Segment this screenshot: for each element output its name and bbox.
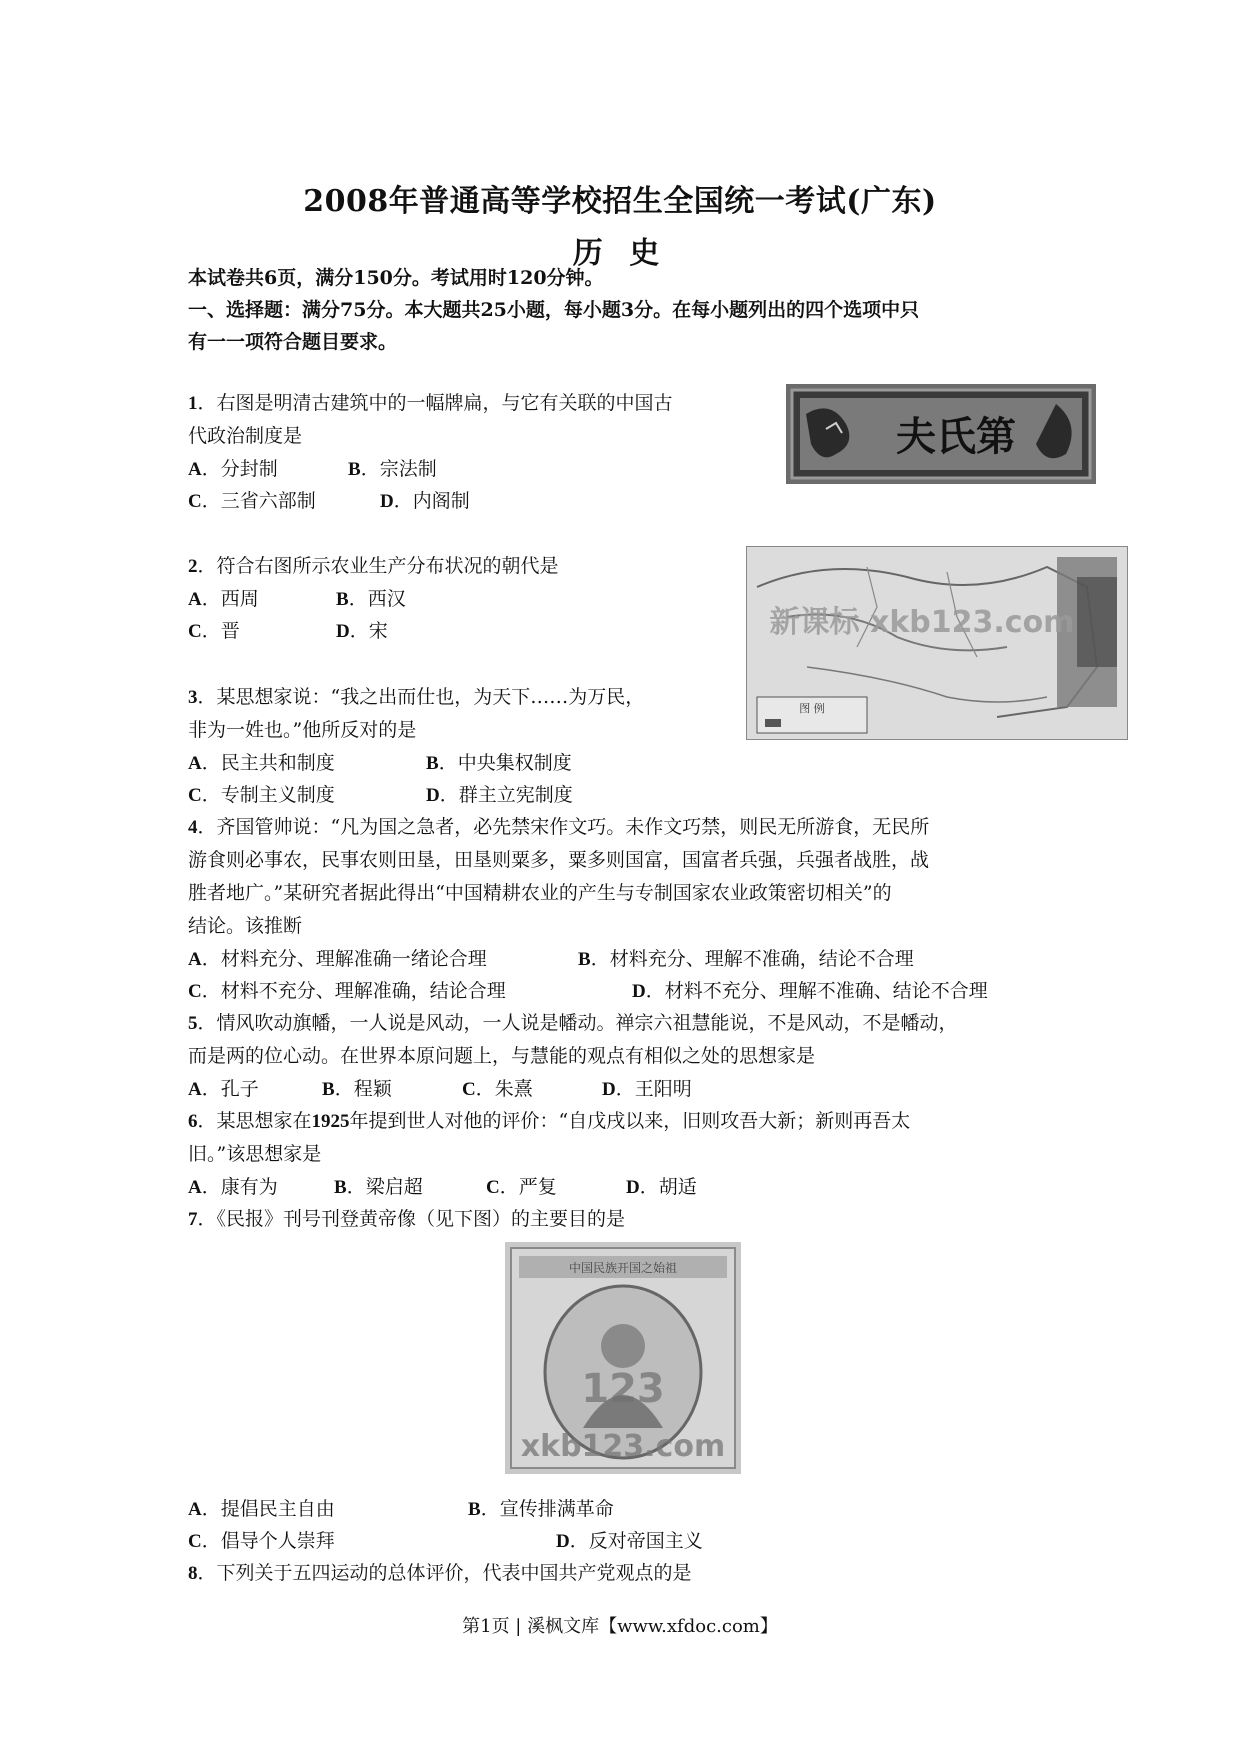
section-heading: 一、选择题：满分75分。本大题共25小题，每小题3分。在每小题列出的四个选项中只 <box>188 299 920 321</box>
subject-heading: 历 史 <box>572 236 668 271</box>
page-title: 2008年普通高等学校招生全国统一考试(广东) <box>303 184 937 219</box>
q5-option-b: B．程颖 <box>322 1078 392 1100</box>
question-8: 8．下列关于五四运动的总体评价，代表中国共产党观点的是 <box>188 1562 692 1584</box>
question-4-cont-1: 游食则必事农，民事农则田垦，田垦则粟多，粟多则国富，国富者兵强，兵强者战胜，战 <box>188 849 930 871</box>
emperor-head <box>601 1324 645 1368</box>
q4-option-c: C．材料不充分、理解准确，结论合理 <box>188 980 506 1002</box>
q4-option-b: B．材料充分、理解不准确，结论不合理 <box>578 948 914 970</box>
plaque-svg <box>786 384 1096 484</box>
q5-option-c: C．朱熹 <box>462 1078 533 1100</box>
question-7: 7．《民报》刊号刊登黄帝像（见下图）的主要目的是 <box>188 1208 626 1230</box>
question-1: 1．右图是明清古建筑中的一幅牌扁，与它有关联的中国古 <box>188 392 673 414</box>
q3-option-b: B．中央集权制度 <box>426 752 572 774</box>
question-6-cont: 旧。”该思想家是 <box>188 1143 322 1165</box>
q2-option-d: D．宋 <box>336 620 388 642</box>
q3-option-a: A．民主共和制度 <box>188 752 335 774</box>
question-4-cont-3: 结论。该推断 <box>188 915 303 937</box>
map-svg <box>747 547 1127 739</box>
q6-option-d: D．胡适 <box>626 1176 697 1198</box>
exam-info: 本试卷共6页，满分150分。考试用时120分钟。 <box>188 267 604 289</box>
map-image <box>746 546 1128 740</box>
q6-option-b: B．梁启超 <box>334 1176 423 1198</box>
q2-option-c: C．晋 <box>188 620 240 642</box>
q7-option-d: D．反对帝国主义 <box>556 1530 703 1552</box>
q3-option-d: D．群主立宪制度 <box>426 784 573 806</box>
plaque-image <box>786 384 1096 484</box>
q6-option-c: C．严复 <box>486 1176 557 1198</box>
question-4-cont-2: 胜者地广。”某研究者据此得出“中国精耕农业的产生与专制国家农业政策密切相关”的 <box>188 882 892 904</box>
question-1-cont: 代政治制度是 <box>188 425 303 447</box>
q1-option-b: B．宗法制 <box>348 458 437 480</box>
portrait-watermark: xkb123.com <box>520 1429 726 1464</box>
q2-option-b: B．西汉 <box>336 588 406 610</box>
question-6: 6．某思想家在1925年提到世人对他的评价：“自戊戌以来，旧则攻吾大新；新则再吾太 <box>188 1110 911 1132</box>
q5-option-a: A．孔子 <box>188 1078 259 1100</box>
q4-option-d: D．材料不充分、理解不准确、结论不合理 <box>632 980 988 1002</box>
q7-option-b: B．宣传排满革命 <box>468 1498 614 1520</box>
page-footer: 第1页 | 溪枫文库【www.xfdoc.com】 <box>462 1616 778 1637</box>
svg-text:123: 123 <box>581 1366 665 1412</box>
question-5: 5．情风吹动旗幡，一人说是风动，一人说是幡动。禅宗六祖慧能说，不是风动，不是幡动， <box>188 1012 958 1034</box>
q5-option-d: D．王阳明 <box>602 1078 692 1100</box>
q1-option-a: A．分封制 <box>188 458 278 480</box>
question-2: 2．符合右图所示农业生产分布状况的朝代是 <box>188 555 559 577</box>
q7-option-c: C．倡导个人崇拜 <box>188 1530 335 1552</box>
question-3: 3．某思想家说：“我之出而仕也，为天下……为万民， <box>188 686 645 708</box>
question-4: 4．齐国管帅说：“凡为国之急者，必先禁宋作文巧。未作文巧禁，则民无所游食，无民所 <box>188 816 930 838</box>
portrait-svg <box>505 1242 741 1474</box>
section-heading-cont: 有一一项符合题目要求。 <box>188 331 398 353</box>
portrait-image <box>505 1242 741 1474</box>
q7-option-a: A．提倡民主自由 <box>188 1498 335 1520</box>
svg-text:图 例: 图 例 <box>799 702 825 715</box>
q6-option-a: A．康有为 <box>188 1176 278 1198</box>
q2-option-a: A．西周 <box>188 588 259 610</box>
q4-option-a: A．材料充分、理解准确一绪论合理 <box>188 948 487 970</box>
portrait-caption: 中国民族开国之始祖 <box>568 1261 678 1275</box>
q1-option-c: C．三省六部制 <box>188 490 316 512</box>
question-5-cont: 而是两的位心动。在世界本原问题上，与慧能的观点有相似之处的思想家是 <box>188 1045 816 1067</box>
q1-option-d: D．内阁制 <box>380 490 470 512</box>
plaque-text: 夫氏第 <box>896 413 1016 460</box>
map-watermark: 新课标 xkb123.com <box>769 605 1075 640</box>
question-3-cont: 非为一姓也。”他所反对的是 <box>188 719 417 741</box>
q3-option-c: C．专制主义制度 <box>188 784 335 806</box>
